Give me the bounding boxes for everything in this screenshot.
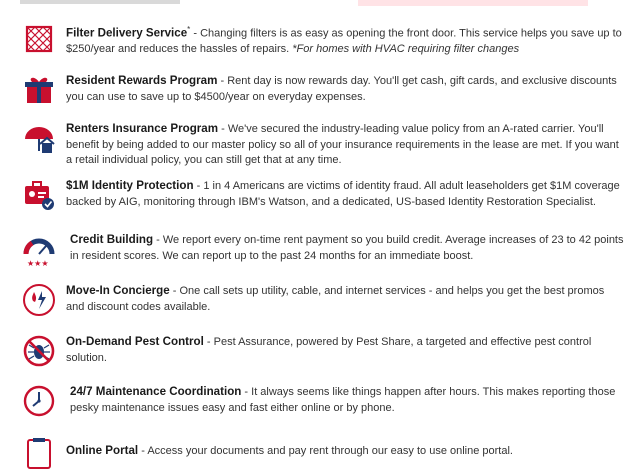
service-title: On-Demand Pest Control (66, 335, 204, 348)
id-shield-icon (22, 178, 56, 212)
service-description: - Changing filters is as easy as opening the front door. This service helps you save up to $250/year and reduces the hassles of repairs. (66, 27, 622, 56)
service-description: - Pest Assurance, powered by Pest Share, a targeted and effective pest control solution. (66, 336, 592, 364)
service-title: $1M Identity Protection (66, 179, 194, 192)
service-footnote: *For homes with HVAC requiring filter changes (292, 43, 520, 56)
utilities-icon (22, 283, 56, 317)
top-header-fragment (0, 0, 640, 8)
service-description: - Rent day is now rewards day. You'll get cash, gift cards, and exclusive discounts you can use to save up to $4500/year on everyday expenses. (66, 75, 617, 103)
service-title: Renters Insurance Program (66, 122, 219, 135)
service-description: - 1 in 4 Americans are victims of identity fraud. All adult leaseholders get $1M coverage backed by AIG, monitoring through IBM's Watson, and a dedicated, US-based Identity Restoration Specialist. (66, 180, 620, 208)
asterisk: * (187, 25, 191, 34)
svg-text:★★★: ★★★ (27, 259, 49, 268)
service-title: Filter Delivery Service (66, 26, 188, 40)
header-accent-fragment (358, 0, 588, 6)
credit-gauge-icon (22, 234, 56, 268)
service-title: Credit Building (70, 233, 154, 246)
service-description: - One call sets up utility, cable, and internet services - and helps you get the best promos and discount codes available. (66, 285, 605, 313)
service-title: Online Portal (66, 444, 139, 457)
umbrella-house-icon (22, 123, 56, 157)
portal-icon (22, 437, 56, 471)
service-title: Resident Rewards Program (66, 74, 218, 87)
filter-grid-icon (22, 22, 56, 56)
service-description: - Access your documents and pay rent through our easy to use online portal. (138, 445, 513, 457)
service-title: 24/7 Maintenance Coordination (70, 385, 242, 398)
service-description: - We've secured the industry-leading value policy from an A-rated carrier. You'll benefit by being added to our master policy so all of your insurance requirements in the lease are met. If you want a retail individual policy, you can still get that at any time. (66, 123, 619, 166)
service-description: - It always seems like things happen after hours. This makes reporting those pesky maintenance issues easy and fast either online or by phone. (70, 386, 616, 414)
service-title: Move-In Concierge (66, 284, 170, 297)
no-pest-icon (22, 334, 56, 368)
clock-icon (22, 384, 56, 418)
gift-icon (22, 73, 56, 107)
service-description: - We report every on-time rent payment so you build credit. Average increases of 23 to 42 points in resident scores. We can report up to the past 24 months for an immediate boost. (70, 234, 624, 262)
header-text-fragment (20, 0, 180, 4)
